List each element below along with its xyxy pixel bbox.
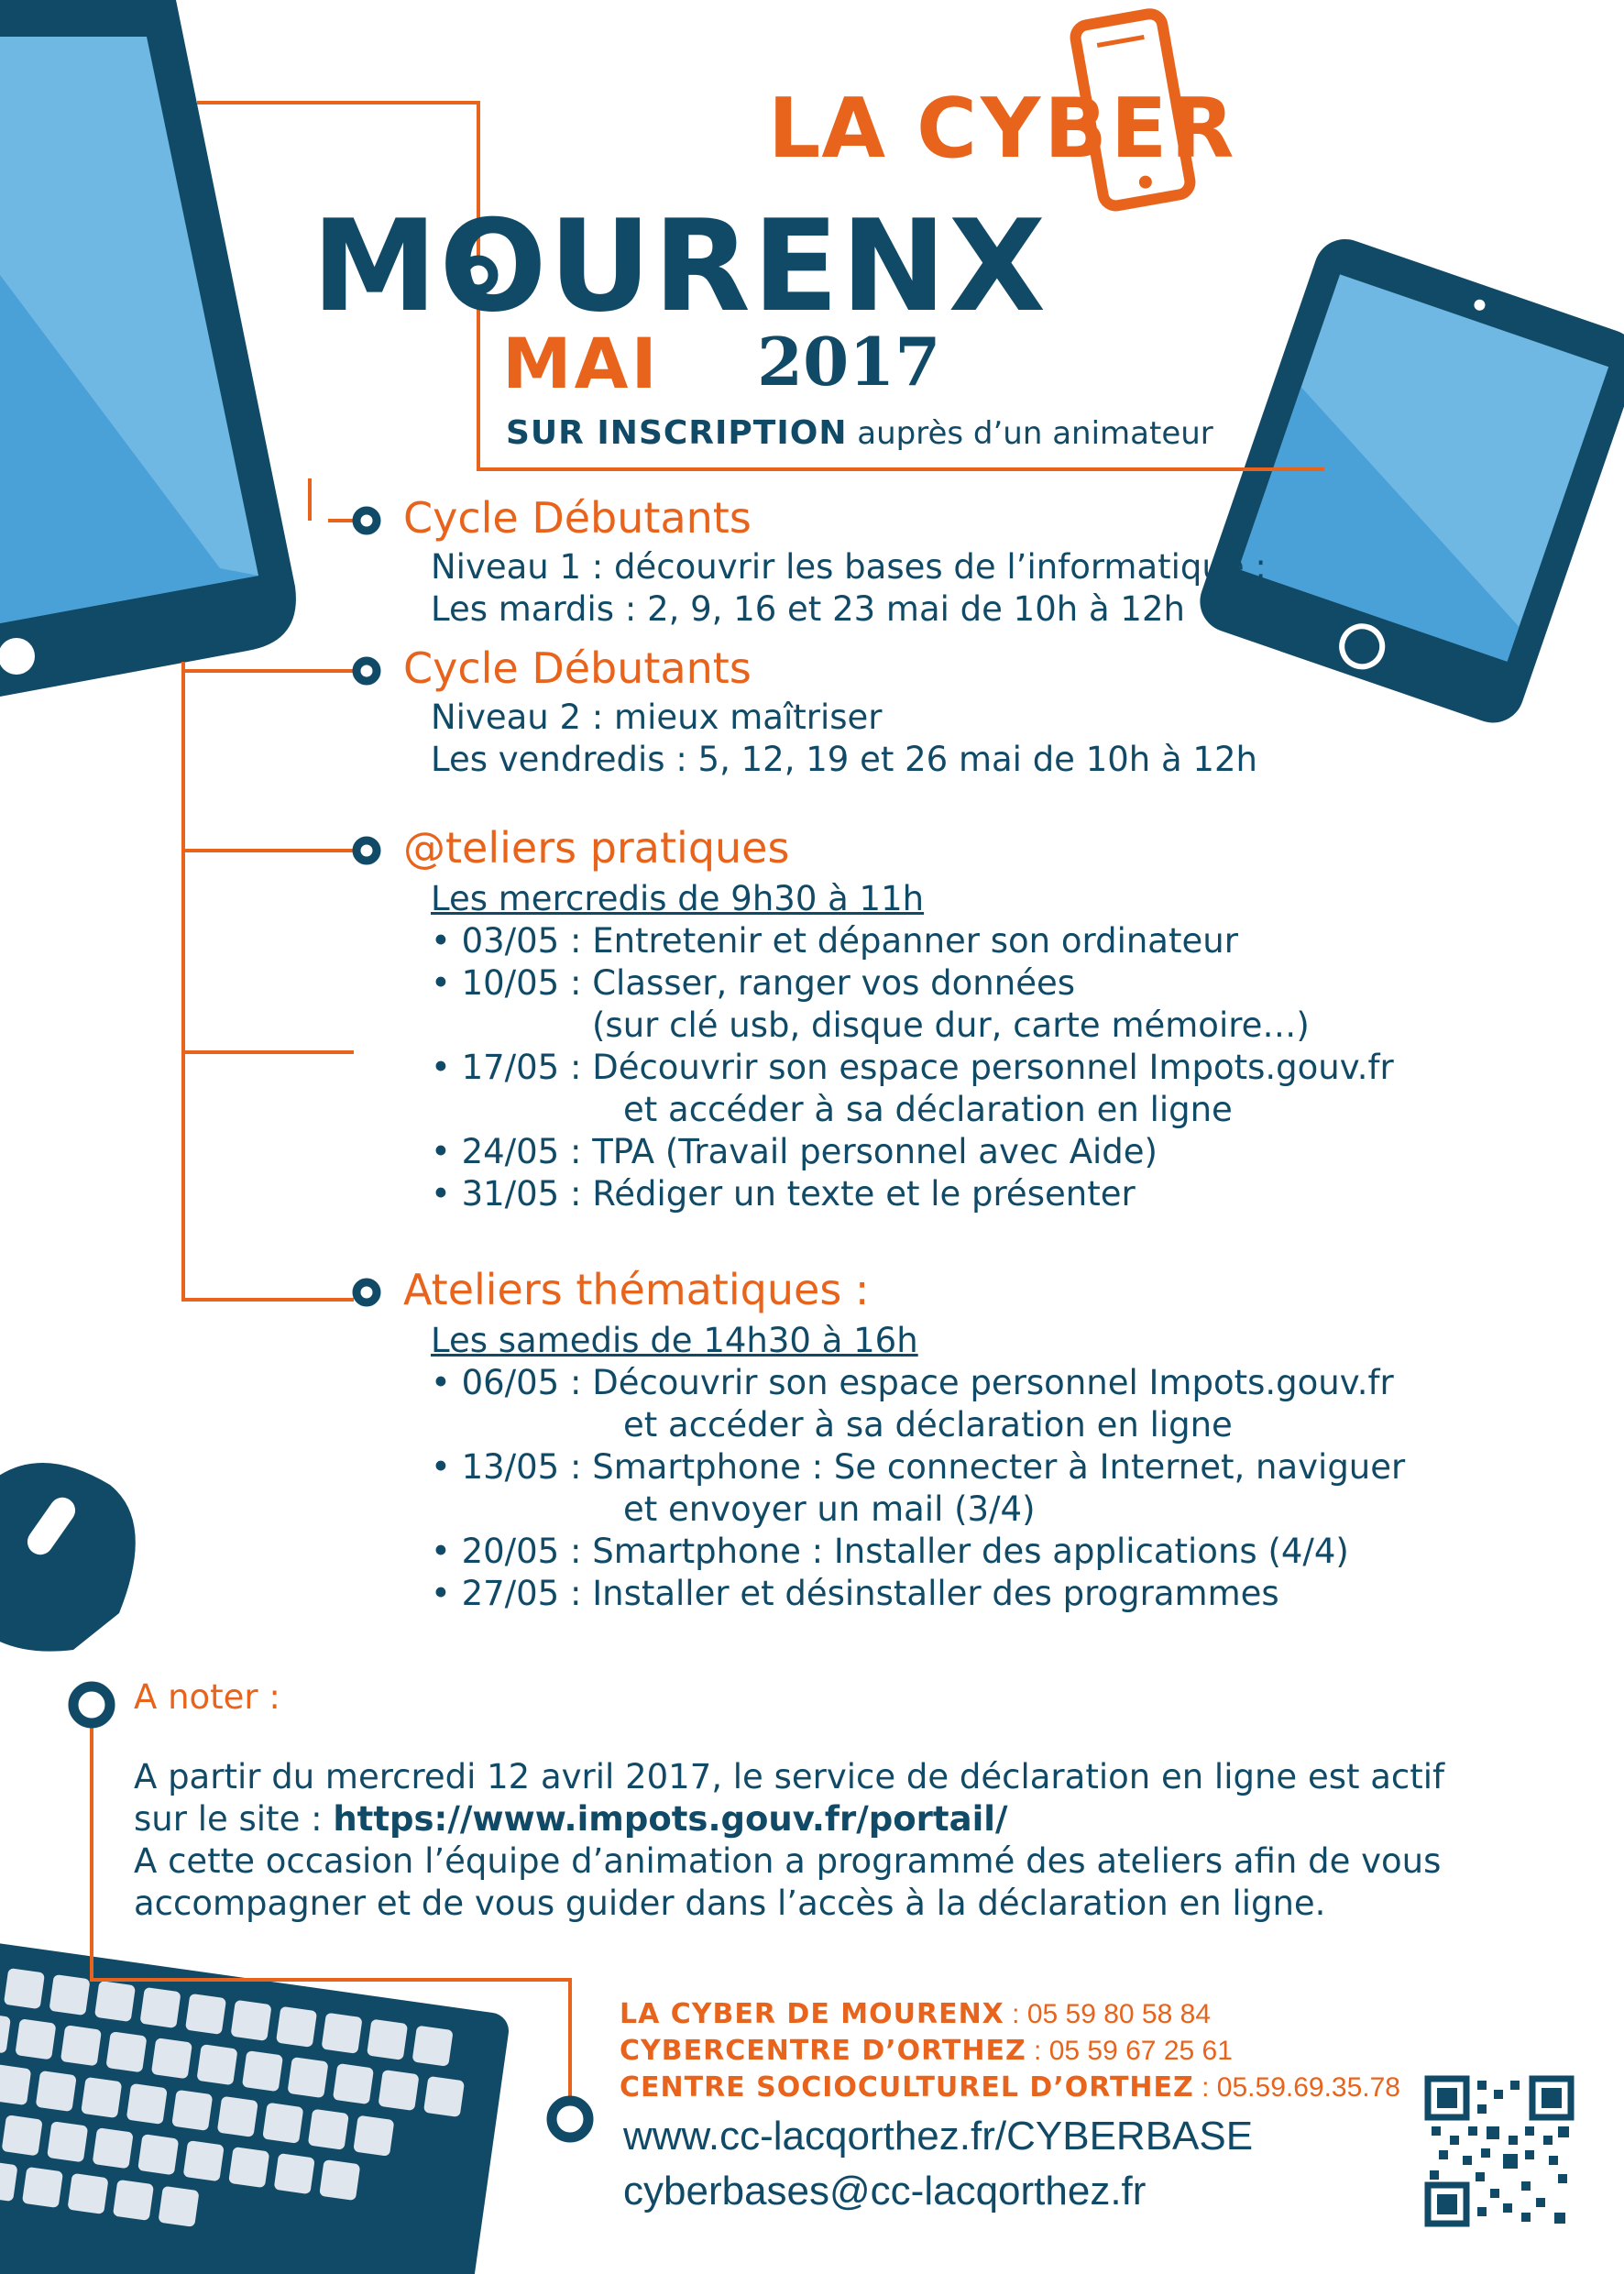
section-schedule: Les samedis de 14h30 à 16h — [431, 1321, 918, 1360]
logo-cyber-text: CYBER — [916, 81, 1238, 177]
section-line: Les mardis : 2, 9, 16 et 23 mai de 10h à 12h — [431, 589, 1185, 629]
website-link[interactable]: www.cc-lacqorthez.fr/CYBERBASE — [623, 2114, 1254, 2159]
note-title: A noter : — [134, 1677, 280, 1717]
section-line: Les vendredis : 5, 12, 19 et 26 mai de 10h à 12h — [431, 740, 1257, 779]
note-line: A partir du mercredi 12 avril 2017, le service de déclaration en ligne est actif — [134, 1757, 1445, 1796]
contact-line — [620, 2071, 1400, 2104]
section-line: et envoyer un mail (3/4) — [623, 1489, 1036, 1529]
note-line — [134, 1798, 1007, 1840]
section-line: • 20/05 : Smartphone : Installer des applications (4/4) — [431, 1532, 1349, 1571]
section-line: (sur clé usb, disque dur, carte mémoire…) — [592, 1005, 1310, 1045]
contact-name: LA CYBER DE MOURENX — [620, 1998, 1004, 2030]
section-line: • 17/05 : Découvrir son espace personnel Impots.gouv.fr — [431, 1048, 1394, 1087]
contact-line — [620, 2035, 1233, 2067]
keyboard-illustration — [0, 1936, 511, 2274]
note-line: A cette occasion l’équipe d’animation a programmé des ateliers afin de vous — [134, 1841, 1442, 1881]
registration-bold: SUR INSCRIPTION — [506, 414, 848, 452]
section-line: • 03/05 : Entretenir et dépanner son ordinateur — [431, 921, 1238, 961]
qr-code — [1426, 2079, 1571, 2224]
section-title: Cycle Débutants — [403, 493, 752, 543]
section-line: • 10/05 : Classer, ranger vos données — [431, 963, 1075, 1003]
month-title: MAI — [502, 323, 660, 404]
year-title: 2017 — [757, 323, 941, 401]
contact-name: CENTRE SOCIOCULTUREL D’ORTHEZ — [620, 2071, 1194, 2104]
contact-phone[interactable]: : 05 59 67 25 61 — [1026, 2036, 1233, 2066]
registration-rest: auprès d’un animateur — [847, 415, 1213, 452]
section-line: • 06/05 : Découvrir son espace personnel Impots.gouv.fr — [431, 1363, 1394, 1402]
email-link[interactable]: cyberbases@cc-lacqorthez.fr — [623, 2169, 1147, 2214]
section-line: • 24/05 : TPA (Travail personnel avec Aide) — [431, 1132, 1158, 1171]
section-title: Cycle Débutants — [403, 643, 752, 693]
contact-name: CYBERCENTRE D’ORTHEZ — [620, 2035, 1026, 2067]
section-title: @teliers pratiques — [403, 823, 790, 873]
mouse-illustration — [0, 1463, 136, 1652]
section-line: • 13/05 : Smartphone : Se connecter à Internet, naviguer — [431, 1447, 1406, 1487]
note-prefix: sur le site : — [134, 1799, 334, 1839]
section-line: Niveau 1 : découvrir les bases de l’informatique : — [431, 547, 1267, 587]
contact-phone[interactable]: : 05 59 80 58 84 — [1004, 1999, 1212, 2029]
impots-url-link[interactable]: https://www.impots.gouv.fr/portail/ — [333, 1799, 1008, 1839]
section-title: Ateliers thématiques : — [403, 1265, 870, 1314]
section-line: et accéder à sa déclaration en ligne — [623, 1405, 1233, 1445]
section-line: et accéder à sa déclaration en ligne — [623, 1090, 1233, 1129]
city-title: MOURENX — [312, 192, 1048, 340]
section-line: • 27/05 : Installer et désinstaller des programmes — [431, 1574, 1279, 1613]
note-line: accompagner et de vous guider dans l’accès à la déclaration en ligne. — [134, 1884, 1326, 1923]
logo-la-text: LA — [768, 81, 887, 177]
contact-phone[interactable]: : 05.59.69.35.78 — [1193, 2072, 1400, 2103]
section-schedule: Les mercredis de 9h30 à 11h — [431, 879, 925, 918]
section-line: • 31/05 : Rédiger un texte et le présenter — [431, 1174, 1136, 1214]
contact-line — [620, 1998, 1211, 2030]
registration-subtitle — [506, 414, 1213, 452]
tablet-right-illustration — [1191, 231, 1624, 731]
section-line: Niveau 2 : mieux maîtriser — [431, 698, 883, 737]
